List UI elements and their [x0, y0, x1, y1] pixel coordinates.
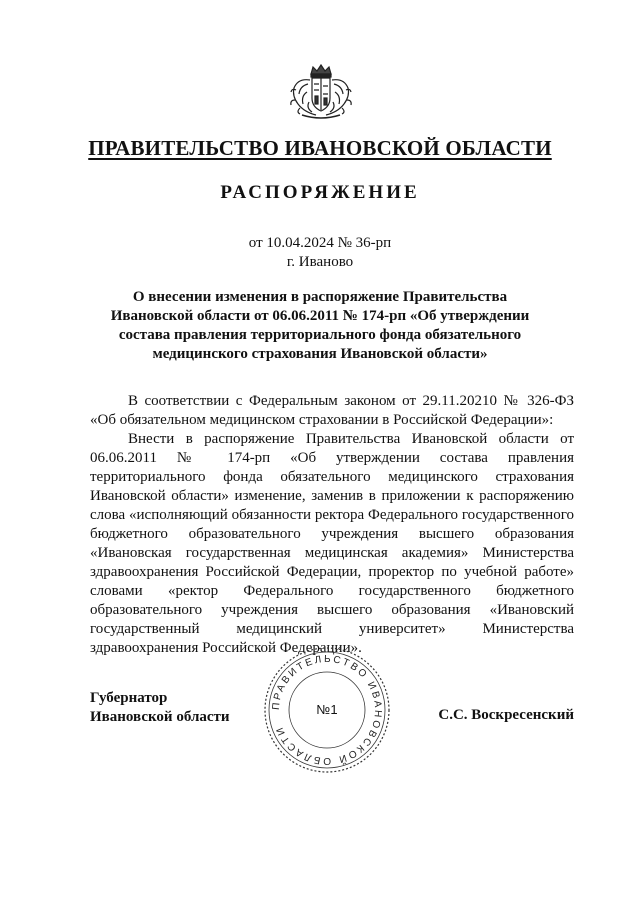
seal-number: №1 [316, 702, 338, 717]
official-seal [262, 645, 392, 775]
document-body [90, 392, 574, 658]
signer-title-line-1: Губернатор [90, 690, 168, 706]
seal-ring-text: ПРАВИТЕЛЬСТВО ИВАНОВСКОЙ ОБЛАСТИ [270, 653, 384, 767]
document-subject: О внесении изменения в распоряжение Правительства Ивановской области от 06.06.2011 № 174-рп «Об утверждении состава правления территориального фонда обязательного медицинского страхования Ивановской области» [110, 289, 530, 362]
coat-of-arms-icon [288, 60, 354, 122]
signer-title [90, 689, 230, 727]
signer-name: С.С. Воскресенский [438, 707, 574, 723]
document-date-number: от 10.04.2024 № 36-рп [248, 235, 392, 251]
signer-title-line-2: Ивановской области [90, 709, 230, 725]
document-city: г. Иваново [286, 254, 354, 270]
body-paragraph-1: В соответствии с Федеральным законом от 29.11.20210 № 326-ФЗ «Об обязательном медицинском страховании в Российской Федерации»: [90, 393, 574, 428]
government-title: ПРАВИТЕЛЬСТВО ИВАНОВСКОЙ ОБЛАСТИ [88, 136, 552, 160]
document-type: РАСПОРЯЖЕНИЕ [220, 182, 420, 203]
body-paragraph-2: Внести в распоряжение Правительства Ивановской области от 06.06.2011 № 174-рп «Об утверждении состава правления территориального фонда обязательного медицинского страхования Ивановской области» изменение, заменив в приложении к распоряжению слова «исполняющий обязанности ректора Федерального государственного бюджетного образовательного учреждения высшего образования «Ивановская государственная медицинская академия» Министерства здравоохранения Российской Федерации, проректор по учебной работе» словами «ректор Федерального государственного бюджетного образовательного учреждения высшего образования «Ивановский государственный медицинский университет» Министерства здравоохранения Российской Федерации». [90, 431, 574, 656]
